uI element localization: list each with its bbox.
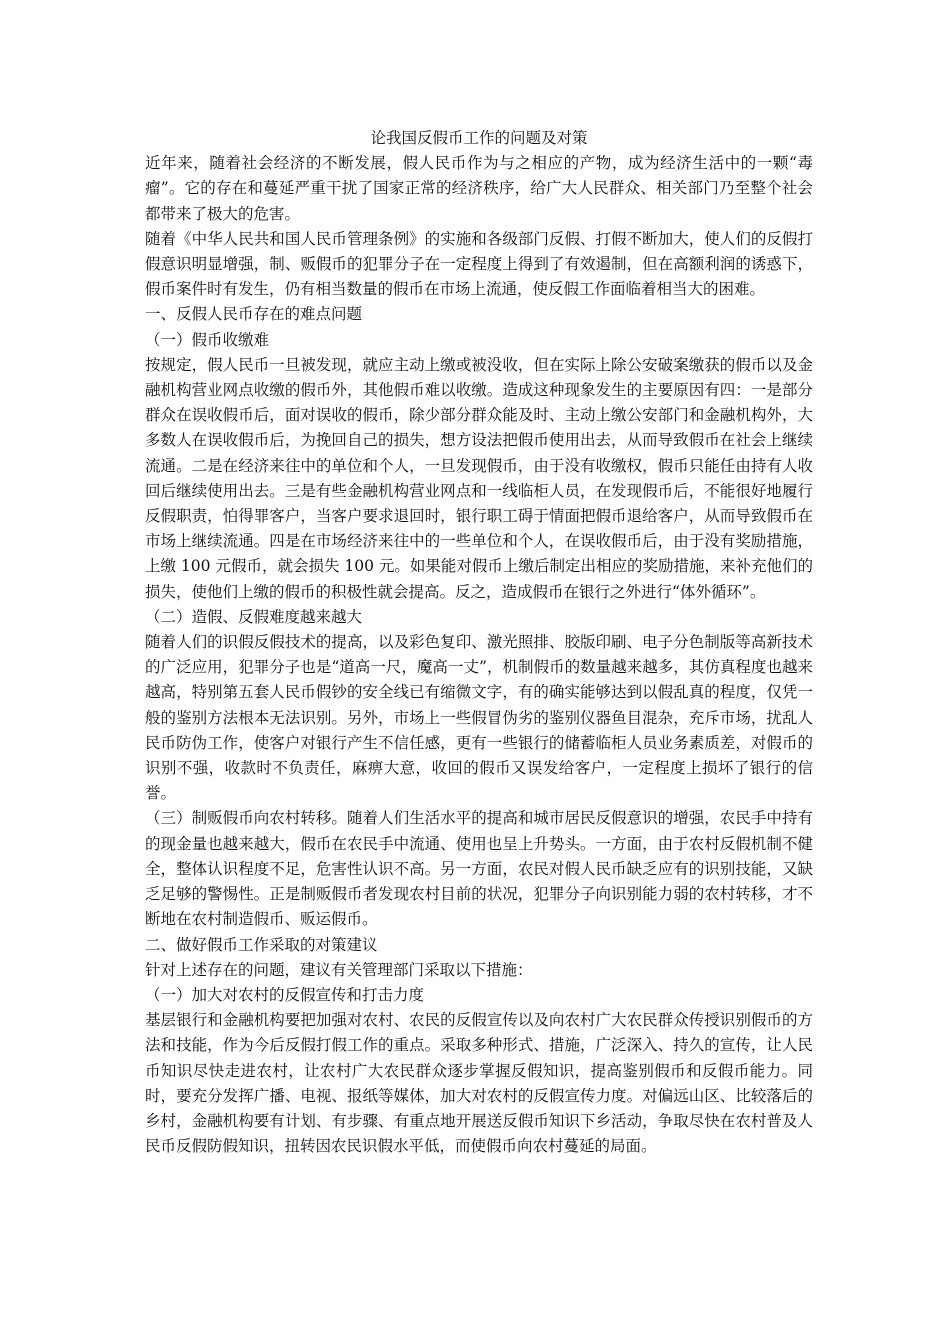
paragraph-counterfeit-difficulty: 随着人们的识假反假技术的提高，以及彩色复印、激光照排、胶版印刷、电子分色制版等高新技术的广泛应用，犯罪分子也是“道高一尺，魔高一丈”，机制假币的数量越来越多，其仿真程度也越来越高，特别第五套人民币假钞的安全线已有缩微文字，有的确实能够达到以假乱真的程度，仅凭一般的鉴别方法根本无法识别。另外，市场上一些假冒伪劣的鉴别仪器鱼目混杂，充斥市场，扰乱人民币防伪工作，使客户对银行产生不信任感，更有一些银行的储蓄临柜人员业务素质差，对假币的识别不强，收款时不负责任，麻痹大意，收回的假币又误发给客户，一定程度上损坏了银行的信誉。 xyxy=(145,633,813,803)
document-page xyxy=(145,126,813,1159)
section-heading-2: 二、做好假币工作采取的对策建议 xyxy=(145,935,378,954)
subsection-heading-1-2: （二）造假、反假难度越来越大 xyxy=(145,607,363,626)
section-heading-1: 一、反假人民币存在的难点问题 xyxy=(145,305,363,324)
paragraph-background: 随着《中华人民共和国人民币管理条例》的实施和各级部门反假、打假不断加大，使人们的反假打假意识明显增强，制、贩假币的犯罪分子在一定程度上得到了有效遏制，但在高额利润的诱惑下，假币案件时有发生，仍有相当数量的假币在市场上流通，使反假工作面临着相当大的困难。 xyxy=(145,229,813,299)
paragraph-intro: 近年来，随着社会经济的不断发展，假人民币作为与之相应的产物，成为经济生活中的一颗“毒瘤”。它的存在和蔓延严重干扰了国家正常的经济秩序，给广大人民群众、相关部门乃至整个社会都带来了极大的危害。 xyxy=(145,154,813,223)
paragraph-rural-publicity: 基层银行和金融机构要把加强对农村、农民的反假宣传以及向农村广大农民群众传授识别假币的方法和技能，作为今后反假打假工作的重点。采取多种形式、措施，广泛深入、持久的宣传，让人民币知识尽快走进农村，让农村广大农民群众逐步掌握反假知识，提高鉴别假币和反假币能力。同时，要充分发挥广播、电视、报纸等媒体，加大对农村的反假宣传力度。对偏远山区、比较落后的乡村，金融机构要有计划、有步骤、有重点地开展送反假币知识下乡活动，争取尽快在农村普及人民币反假防假知识，扭转因农民识假水平低，而使假币向农村蔓延的局面。 xyxy=(145,1011,813,1156)
subsection-heading-2-1: （一）加大对农村的反假宣传和打击力度 xyxy=(145,985,425,1004)
document-title: 论我国反假币工作的问题及对策 xyxy=(370,129,588,147)
measures-intro: 针对上述存在的问题，建议有关管理部门采取以下措施： xyxy=(145,960,533,979)
subsection-heading-1-1: （一）假币收缴难 xyxy=(145,330,270,349)
paragraph-collection-difficulty: 按规定，假人民币一旦被发现，就应主动上缴或被没收，但在实际上除公安破案缴获的假币以及金融机构营业网点收缴的假币外，其他假币难以收缴。造成这种现象发生的主要原因有四：一是部分群众在误收假币后，面对误收的假币，除少部分群众能及时、主动上缴公安部门和金融机构外，大多数人在误收假币后，为挽回自己的损失，想方设法把假币使用出去，从而导致假币在社会上继续流通。二是在经济来往中的单位和个人，一旦发现假币，由于没有收缴权，假币只能任由持有人收回后继续使用出去。三是有些金融机构营业网点和一线临柜人员，在发现假币后，不能很好地履行反假职责，怕得罪客户，当客户要求退回时，银行职工碍于情面把假币退给客户，从而导致假币在市场上继续流通。四是在市场经济来往中的一些单位和个人，在误收假币后，由于没有奖励措施，上缴 100 元假币，就会损失 100 元。如果能对假币上缴后制定出相应的奖励措施，来补充他们的损失，使他们上缴的假币的积极性就会提高。反之，造成假币在银行之外进行“体外循环”。 xyxy=(145,355,813,601)
paragraph-rural-shift: （三）制贩假币向农村转移。随着人们生活水平的提高和城市居民反假意识的增强，农民手中持有的现金量也越来越大，假币在农民手中流通、使用也呈上升势头。一方面，由于农村反假机制不健全，整体认识程度不足，危害性认识不高。另一方面，农民对假人民币缺乏应有的识别技能，又缺乏足够的警惕性。正是制贩假币者发现农村目前的状况，犯罪分子向识别能力弱的农村转移，才不断地在农村制造假币、贩运假币。 xyxy=(145,809,813,929)
